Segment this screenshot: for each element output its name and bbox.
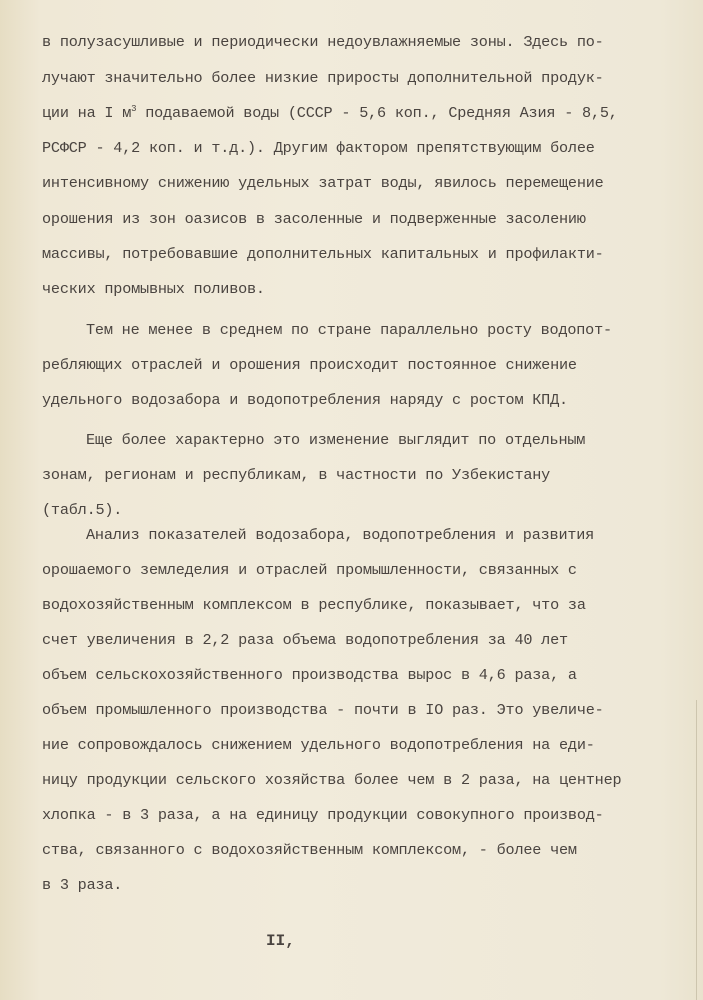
text-line: счет увеличения в 2,2 раза объема водопотребления за 40 лет [42,631,568,649]
text-line: ребляющих отраслей и орошения происходит постоянное снижение [42,356,577,374]
text-line: ства, связанного с водохозяйственным комплексом, - более чем [42,841,577,859]
text-line: интенсивному снижению удельных затрат воды, явилось перемещение [42,174,604,192]
text-line: хлопка - в 3 раза, а на единицу продукции совокупного производ- [42,806,604,824]
text-line: ческих промывных поливов. [42,280,265,298]
paragraph-start: Еще более характерно это изменение выглядит по отдельным [86,431,586,449]
text-line: зонам, регионам и республикам, в частности по Узбекистану [42,466,551,484]
text-line: удельного водозабора и водопотребления наряду с ростом КПД. [42,391,568,409]
superscript: 3 [131,104,137,114]
text-line: массивы, потребовавшие дополнительных капитальных и профилакти- [42,245,604,263]
paragraph-start: Анализ показателей водозабора, водопотребления и развития [86,526,595,544]
text-line: объем сельскохозяйственного производства вырос в 4,6 раза, а [42,666,577,684]
text-line: орошаемого земледелия и отраслей промышленности, связанных с [42,561,577,579]
text-line: в 3 раза. [42,876,123,894]
text-line: в полузасушливые и периодически недоувлажняемые зоны. Здесь по- [42,33,604,51]
text-line: ции на I $м^3$ подаваемой воды (СССР - 5,6 коп., Средняя Азия - 8,5, [42,104,618,122]
text-line: объем промышленного производства - почти в IO раз. Это увеличе- [42,701,604,719]
text-line: РСФСР - 4,2 коп. и т.д.). Другим фактором препятствующим более [42,139,595,157]
text-line: ницу продукции сельского хозяйства более чем в 2 раза, на центнер [42,771,622,789]
text-line: орошения из зон оазисов в засоленные и подверженные засолению [42,210,586,228]
page-edge [696,700,697,1000]
text-line: (табл.5). [42,501,123,519]
text-line: водохозяйственным комплексом в республике, показывает, что за [42,596,586,614]
paragraph-start: Тем не менее в среднем по стране параллельно росту водопот- [86,321,612,339]
page-number: II, [266,932,295,950]
text-line: лучают значительно более низкие приросты дополнительной продук- [42,69,604,87]
text-line: ние сопровождалось снижением удельного водопотребления на еди- [42,736,595,754]
